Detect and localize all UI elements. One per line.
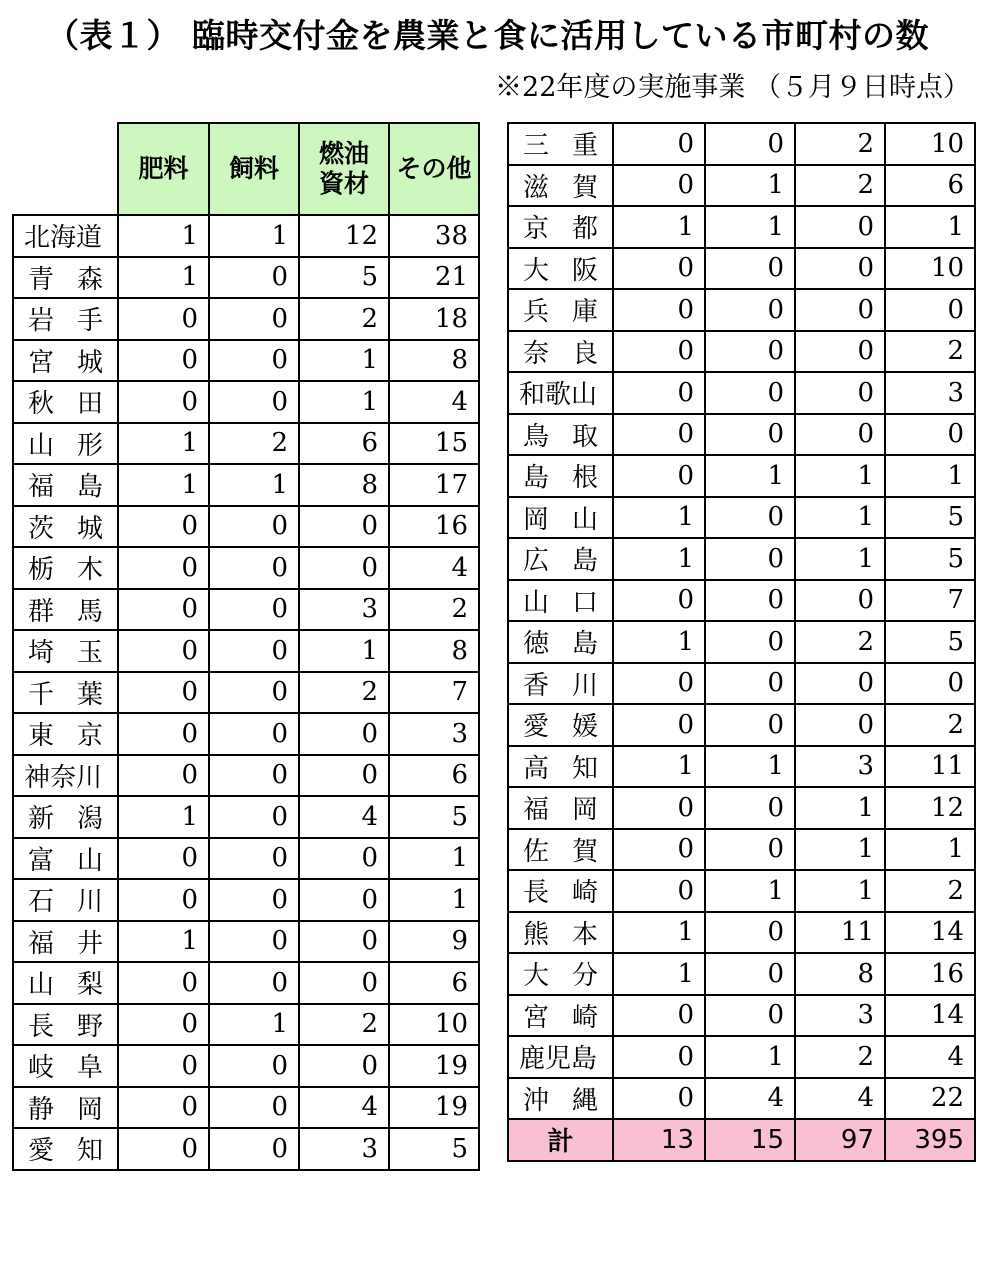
count-fuel-materials: 1: [795, 787, 885, 829]
table-row: [13, 962, 479, 1004]
count-other: 0: [885, 289, 975, 331]
count-feed: 0: [209, 713, 299, 755]
count-feed: 2: [209, 423, 299, 465]
count-feed: 0: [705, 497, 795, 539]
count-other: 21: [389, 257, 479, 299]
count-other: 19: [389, 1087, 479, 1129]
count-fuel-materials: 1: [299, 381, 389, 423]
count-fuel-materials: 0: [299, 547, 389, 589]
column-header-fertilizer: 肥料: [118, 123, 209, 215]
prefecture-name: 福岡: [508, 787, 613, 829]
count-feed: 0: [209, 755, 299, 797]
table-row: [13, 506, 479, 548]
count-feed: 1: [705, 746, 795, 788]
count-other: 6: [885, 165, 975, 207]
count-fuel-materials: 0: [795, 414, 885, 456]
count-fertilizer: 0: [613, 1078, 705, 1120]
count-fertilizer: 1: [118, 796, 209, 838]
count-fuel-materials: 6: [299, 423, 389, 465]
count-fertilizer: 0: [118, 962, 209, 1004]
count-feed: 0: [209, 257, 299, 299]
table-row: [13, 672, 479, 714]
municipality-table-right: [507, 122, 976, 1162]
count-fuel-materials: 0: [795, 704, 885, 746]
count-fuel-materials: 5: [299, 257, 389, 299]
prefecture-name: 福井: [13, 921, 118, 963]
prefecture-name: 鹿児島: [508, 1036, 613, 1078]
prefecture-name: 滋賀: [508, 165, 613, 207]
table-row: [13, 630, 479, 672]
table-row: [13, 755, 479, 797]
count-feed: 0: [705, 248, 795, 290]
count-other: 5: [389, 796, 479, 838]
prefecture-name: 佐賀: [508, 829, 613, 871]
count-fertilizer: 0: [118, 672, 209, 714]
prefecture-name: 静岡: [13, 1087, 118, 1129]
table-row: [508, 704, 975, 746]
count-other: 12: [885, 787, 975, 829]
count-other: 2: [885, 704, 975, 746]
table-row: [13, 796, 479, 838]
count-fuel-materials: 1: [299, 630, 389, 672]
count-fertilizer: 1: [613, 497, 705, 539]
table-row: [508, 206, 975, 248]
count-feed: 0: [209, 381, 299, 423]
table-row: [508, 912, 975, 954]
prefecture-name: 和歌山: [508, 372, 613, 414]
table-row: [13, 1004, 479, 1046]
count-feed: 0: [209, 796, 299, 838]
prefecture-name: 富山: [13, 838, 118, 880]
count-other: 7: [389, 672, 479, 714]
count-feed: 0: [209, 879, 299, 921]
count-feed: 0: [209, 1087, 299, 1129]
prefecture-name: 千葉: [13, 672, 118, 714]
table-row: [508, 1078, 975, 1120]
count-fertilizer: 0: [118, 298, 209, 340]
table-row: [13, 879, 479, 921]
table-row: [508, 289, 975, 331]
count-feed: 0: [209, 672, 299, 714]
count-feed: 0: [705, 289, 795, 331]
prefecture-name: 沖縄: [508, 1078, 613, 1120]
count-feed: 0: [705, 829, 795, 871]
count-other: 10: [885, 123, 975, 165]
table-row: [508, 580, 975, 622]
prefecture-name: 愛媛: [508, 704, 613, 746]
prefecture-name: 岩手: [13, 298, 118, 340]
prefecture-name: 岐阜: [13, 1045, 118, 1087]
table-row: [13, 838, 479, 880]
count-fertilizer: 0: [118, 547, 209, 589]
table-row: [13, 1128, 479, 1170]
count-fuel-materials: 1: [795, 829, 885, 871]
prefecture-name: 徳島: [508, 621, 613, 663]
count-feed: 1: [705, 206, 795, 248]
count-fuel-materials: 2: [795, 621, 885, 663]
table-row: [508, 123, 975, 165]
prefecture-name: 神奈川: [13, 755, 118, 797]
table-row: [508, 621, 975, 663]
prefecture-name: 鳥取: [508, 414, 613, 456]
count-fuel-materials: 2: [299, 672, 389, 714]
count-fertilizer: 1: [613, 953, 705, 995]
prefecture-name: 兵庫: [508, 289, 613, 331]
table-row: [13, 464, 479, 506]
count-other: 5: [885, 538, 975, 580]
prefecture-name: 岡山: [508, 497, 613, 539]
table-row: [508, 497, 975, 539]
count-fertilizer: 0: [613, 995, 705, 1037]
page-title: （表１） 臨時交付金を農業と食に活用している市町村の数: [46, 16, 929, 55]
prefecture-name: 北海道: [13, 215, 118, 257]
prefecture-name: 新潟: [13, 796, 118, 838]
column-header-fuel-materials: [299, 123, 389, 215]
table-row: [13, 298, 479, 340]
prefecture-name: 青森: [13, 257, 118, 299]
table-row: [508, 248, 975, 290]
count-other: 2: [885, 331, 975, 373]
count-fuel-materials: 4: [795, 1078, 885, 1120]
count-feed: 1: [705, 455, 795, 497]
prefecture-name: 宮崎: [508, 995, 613, 1037]
prefecture-name: 栃木: [13, 547, 118, 589]
prefecture-name: 香川: [508, 663, 613, 705]
count-feed: 0: [705, 912, 795, 954]
prefecture-name: 長野: [13, 1004, 118, 1046]
count-fertilizer: 1: [613, 746, 705, 788]
count-other: 2: [389, 589, 479, 631]
prefecture-name: 東京: [13, 713, 118, 755]
total-row: [508, 1119, 975, 1161]
count-other: 7: [885, 580, 975, 622]
count-fuel-materials: 0: [299, 962, 389, 1004]
table-row: [13, 1045, 479, 1087]
count-fertilizer: 0: [118, 713, 209, 755]
count-fertilizer: 0: [118, 838, 209, 880]
count-feed: 0: [209, 547, 299, 589]
count-fertilizer: 0: [613, 829, 705, 871]
count-fertilizer: 0: [613, 165, 705, 207]
prefecture-name: 石川: [13, 879, 118, 921]
count-other: 1: [885, 829, 975, 871]
count-fuel-materials: 1: [795, 538, 885, 580]
count-other: 6: [389, 962, 479, 1004]
count-fuel-materials: 2: [299, 298, 389, 340]
count-fertilizer: 0: [613, 704, 705, 746]
table-row: [508, 953, 975, 995]
prefecture-name: 愛知: [13, 1128, 118, 1170]
prefecture-name: 宮城: [13, 340, 118, 382]
count-feed: 0: [705, 953, 795, 995]
count-other: 6: [389, 755, 479, 797]
count-other: 16: [885, 953, 975, 995]
prefecture-name: 奈良: [508, 331, 613, 373]
count-other: 22: [885, 1078, 975, 1120]
table-row: [13, 589, 479, 631]
municipality-table-left: [12, 122, 480, 1171]
count-feed: 0: [209, 630, 299, 672]
table-row: [13, 921, 479, 963]
count-feed: 1: [705, 870, 795, 912]
count-fertilizer: 1: [118, 423, 209, 465]
count-feed: 1: [209, 215, 299, 257]
count-fuel-materials: 1: [795, 497, 885, 539]
count-other: 1: [389, 879, 479, 921]
count-fuel-materials: 8: [299, 464, 389, 506]
count-fuel-materials: 2: [795, 123, 885, 165]
count-other: 16: [389, 506, 479, 548]
count-fertilizer: 1: [118, 464, 209, 506]
count-other: 2: [885, 870, 975, 912]
count-fuel-materials: 8: [795, 953, 885, 995]
prefecture-name: 山形: [13, 423, 118, 465]
count-fuel-materials: 1: [795, 870, 885, 912]
count-feed: 0: [209, 589, 299, 631]
count-fertilizer: 0: [118, 1004, 209, 1046]
count-feed: 0: [209, 838, 299, 880]
header-blank-cell: [13, 123, 118, 215]
count-feed: 0: [705, 123, 795, 165]
prefecture-name: 熊本: [508, 912, 613, 954]
prefecture-name: 大分: [508, 953, 613, 995]
count-feed: 0: [209, 298, 299, 340]
count-fertilizer: 0: [118, 755, 209, 797]
count-feed: 0: [209, 506, 299, 548]
table-row: [13, 547, 479, 589]
table-row: [508, 1036, 975, 1078]
count-fuel-materials: 0: [795, 248, 885, 290]
count-other: 5: [885, 621, 975, 663]
count-feed: 1: [705, 1036, 795, 1078]
prefecture-name: 茨城: [13, 506, 118, 548]
prefecture-name: 山梨: [13, 962, 118, 1004]
count-feed: 1: [209, 1004, 299, 1046]
count-fertilizer: 0: [613, 248, 705, 290]
count-fuel-materials: 1: [299, 340, 389, 382]
count-fertilizer: 0: [613, 123, 705, 165]
count-other: 3: [389, 713, 479, 755]
count-other: 15: [389, 423, 479, 465]
count-other: 8: [389, 630, 479, 672]
count-other: 4: [389, 547, 479, 589]
count-feed: 0: [705, 621, 795, 663]
column-header-other: その他: [389, 123, 479, 215]
count-fertilizer: 0: [613, 372, 705, 414]
count-feed: 0: [705, 414, 795, 456]
count-fuel-materials: 0: [795, 580, 885, 622]
count-other: 11: [885, 746, 975, 788]
count-feed: 0: [705, 704, 795, 746]
count-fuel-materials: 0: [795, 372, 885, 414]
table-row: [13, 713, 479, 755]
count-fuel-materials: 11: [795, 912, 885, 954]
count-feed: 0: [705, 538, 795, 580]
table-row: [508, 829, 975, 871]
count-fertilizer: 1: [118, 921, 209, 963]
count-fuel-materials: 0: [299, 921, 389, 963]
count-fuel-materials: 3: [795, 746, 885, 788]
count-fuel-materials: 4: [299, 1087, 389, 1129]
table-row: [508, 663, 975, 705]
prefecture-name: 山口: [508, 580, 613, 622]
column-header-fuel-materials-text: 燃油資材: [318, 139, 369, 198]
prefecture-name: 三重: [508, 123, 613, 165]
count-feed: 0: [705, 995, 795, 1037]
count-fertilizer: 0: [613, 870, 705, 912]
prefecture-name: 京都: [508, 206, 613, 248]
count-feed: 0: [705, 580, 795, 622]
prefecture-name: 群馬: [13, 589, 118, 631]
count-fertilizer: 0: [118, 340, 209, 382]
total-other: 395: [885, 1119, 975, 1161]
count-feed: 0: [209, 340, 299, 382]
table-row: [508, 372, 975, 414]
count-fuel-materials: 2: [299, 1004, 389, 1046]
count-fuel-materials: 0: [795, 206, 885, 248]
table-row: [13, 215, 479, 257]
count-fuel-materials: 0: [299, 506, 389, 548]
count-fertilizer: 0: [118, 1087, 209, 1129]
table-row: [13, 257, 479, 299]
count-fertilizer: 0: [613, 289, 705, 331]
count-fertilizer: 1: [613, 621, 705, 663]
count-fuel-materials: 2: [795, 1036, 885, 1078]
count-feed: 0: [209, 921, 299, 963]
table-row: [508, 331, 975, 373]
count-other: 4: [885, 1036, 975, 1078]
table-row: [13, 340, 479, 382]
count-feed: 0: [705, 372, 795, 414]
count-other: 4: [389, 381, 479, 423]
count-other: 5: [885, 497, 975, 539]
count-fertilizer: 0: [613, 1036, 705, 1078]
count-other: 1: [389, 838, 479, 880]
count-other: 14: [885, 995, 975, 1037]
count-other: 0: [885, 414, 975, 456]
count-fertilizer: 0: [118, 630, 209, 672]
count-feed: 0: [209, 1045, 299, 1087]
table-row: [13, 1087, 479, 1129]
count-fuel-materials: 3: [299, 589, 389, 631]
count-fertilizer: 0: [118, 879, 209, 921]
count-fertilizer: 0: [613, 663, 705, 705]
count-fuel-materials: 0: [795, 331, 885, 373]
prefecture-name: 島根: [508, 455, 613, 497]
count-feed: 0: [209, 1128, 299, 1170]
count-fuel-materials: 0: [299, 755, 389, 797]
count-fuel-materials: 0: [795, 289, 885, 331]
table-row: [508, 870, 975, 912]
total-fuel-materials: 97: [795, 1119, 885, 1161]
prefecture-name: 広島: [508, 538, 613, 580]
count-other: 5: [389, 1128, 479, 1170]
count-fertilizer: 1: [118, 215, 209, 257]
count-fertilizer: 1: [613, 912, 705, 954]
count-other: 8: [389, 340, 479, 382]
count-fuel-materials: 3: [299, 1128, 389, 1170]
prefecture-name: 大阪: [508, 248, 613, 290]
page-subtitle: ※22年度の実施事業 （５月９日時点）: [495, 72, 970, 103]
table-row: [13, 423, 479, 465]
count-fertilizer: 0: [613, 580, 705, 622]
table-row: [508, 538, 975, 580]
total-feed: 15: [705, 1119, 795, 1161]
count-other: 38: [389, 215, 479, 257]
table-row: [13, 381, 479, 423]
count-feed: 0: [705, 663, 795, 705]
count-fertilizer: 0: [118, 1128, 209, 1170]
count-other: 18: [389, 298, 479, 340]
count-fertilizer: 0: [613, 787, 705, 829]
prefecture-name: 秋田: [13, 381, 118, 423]
count-fertilizer: 1: [613, 206, 705, 248]
count-other: 1: [885, 206, 975, 248]
total-label: 計: [508, 1119, 613, 1161]
count-feed: 0: [705, 787, 795, 829]
count-other: 19: [389, 1045, 479, 1087]
count-fuel-materials: 0: [299, 1045, 389, 1087]
count-fertilizer: 1: [613, 538, 705, 580]
count-feed: 4: [705, 1078, 795, 1120]
table-row: [508, 414, 975, 456]
count-fuel-materials: 0: [299, 838, 389, 880]
count-fuel-materials: 4: [299, 796, 389, 838]
table-row: [508, 746, 975, 788]
count-other: 1: [885, 455, 975, 497]
count-other: 3: [885, 372, 975, 414]
count-fuel-materials: 2: [795, 165, 885, 207]
prefecture-name: 埼玉: [13, 630, 118, 672]
count-other: 0: [885, 663, 975, 705]
count-fertilizer: 0: [118, 589, 209, 631]
count-other: 10: [885, 248, 975, 290]
count-fuel-materials: 0: [299, 879, 389, 921]
table-row: [508, 787, 975, 829]
count-other: 10: [389, 1004, 479, 1046]
count-fertilizer: 0: [118, 1045, 209, 1087]
prefecture-name: 長崎: [508, 870, 613, 912]
total-fertilizer: 13: [613, 1119, 705, 1161]
table-row: [508, 165, 975, 207]
count-fuel-materials: 1: [795, 455, 885, 497]
count-feed: 0: [209, 962, 299, 1004]
count-fertilizer: 1: [118, 257, 209, 299]
count-fertilizer: 0: [613, 414, 705, 456]
table-row: [508, 995, 975, 1037]
count-feed: 1: [209, 464, 299, 506]
count-fertilizer: 0: [613, 455, 705, 497]
count-fertilizer: 0: [118, 381, 209, 423]
count-fertilizer: 0: [118, 506, 209, 548]
column-header-feed: 飼料: [209, 123, 299, 215]
count-other: 9: [389, 921, 479, 963]
count-other: 17: [389, 464, 479, 506]
count-feed: 1: [705, 165, 795, 207]
count-fuel-materials: 3: [795, 995, 885, 1037]
count-fuel-materials: 0: [299, 713, 389, 755]
prefecture-name: 福島: [13, 464, 118, 506]
count-fertilizer: 0: [613, 331, 705, 373]
table-row: [508, 455, 975, 497]
prefecture-name: 高知: [508, 746, 613, 788]
count-fuel-materials: 12: [299, 215, 389, 257]
count-feed: 0: [705, 331, 795, 373]
count-fuel-materials: 0: [795, 663, 885, 705]
count-other: 14: [885, 912, 975, 954]
